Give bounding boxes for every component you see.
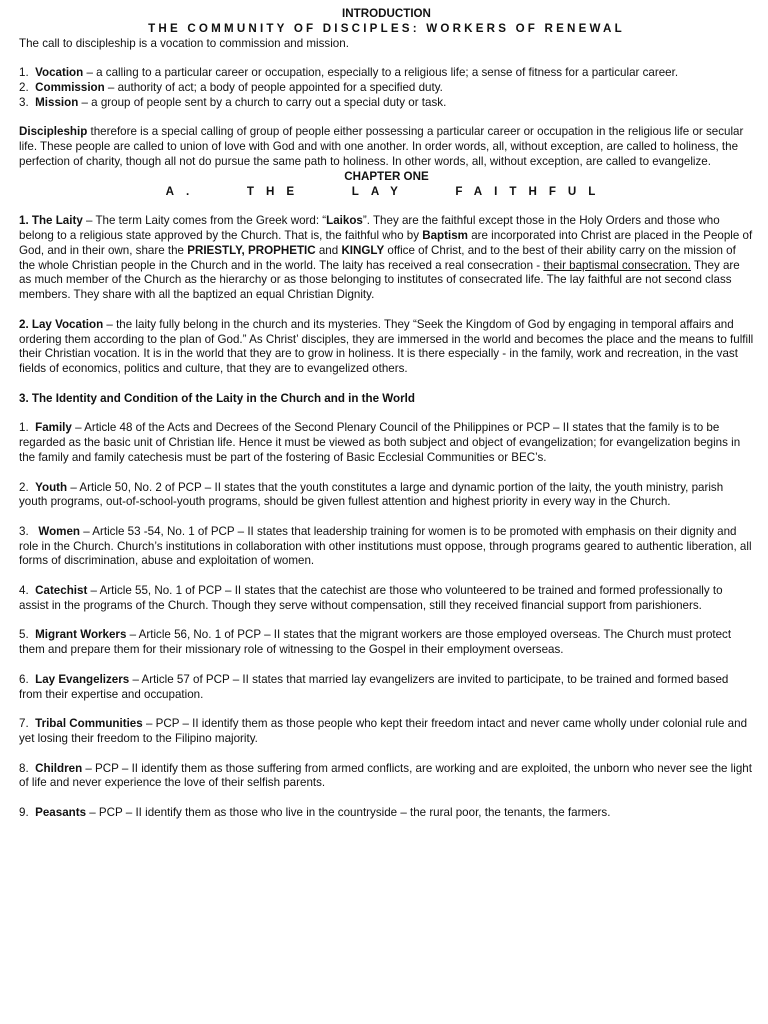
definition-vocation: 1. Vocation – a calling to a particular career or occupation, especially to a religious life; a sense of fitness for a particular career. — [19, 66, 679, 80]
chapter-title: CHAPTER ONE — [344, 169, 429, 183]
group-children: 8. Children – PCP – II identify them as those suffering from armed conflicts, are working and are exploited, the unborn who never see the light of life and never experience the love of their selfish parents. — [19, 761, 752, 790]
group-migrant-workers: 5. Migrant Workers – Article 56, No. 1 of PCP – II states that the migrant workers are those employed overseas. The Church must protect them and prepare them for their missionary role of witnessing to the Gospel in their employment overseas. — [19, 628, 732, 657]
laity-label: 1. The Laity — [19, 214, 83, 228]
lay-vocation-paragraph: 2. Lay Vocation – the laity fully belong in the church and its mysteries. They “Seek the Kingdom of God by engaging in temporal affairs and ordering them according to the plan of God.” As Christ’ disciples, they are immersed in the world and becomes the place and the means to fulfill their Christian vocation. It is in the world that they are to grow in holiness. It is there especially - in the family, work and recreation, in the vast fields of economics, politics and culture, that they are to evangelized others. — [19, 317, 754, 376]
term-mission: Mission — [35, 95, 79, 109]
term-discipleship: Discipleship — [19, 125, 88, 139]
definition-mission: 3. Mission – a group of people sent by a church to carry out a special duty or task. — [19, 95, 447, 109]
lay-vocation-label: 2. Lay Vocation — [19, 317, 104, 331]
group-family: 1. Family – Article 48 of the Acts and Decrees of the Second Plenary Council of the Philippines or PCP – II states that the family is to be regarded as the basic unit of Christian life. Hence it must be viewed as both subject and object of evangelization; for evangelization begins in the family and family catechesis must be part of the fostering of Basic Ecclesial Communities or BEC’s. — [19, 421, 741, 464]
term-commission: Commission — [35, 80, 105, 94]
intro-text: The call to discipleship is a vocation to commission and mission. — [19, 36, 349, 50]
group-tribal-communities: 7. Tribal Communities – PCP – II identify them as those people who kept their freedom intact and never came wholly under colonial rule and yet losing their freedom to the Filipino majority. — [19, 717, 748, 746]
identity-heading: 3. The Identity and Condition of the Laity in the Church and in the World — [19, 391, 415, 405]
term-vocation: Vocation — [35, 66, 84, 80]
group-women: 3. Women – Article 53 -54, No. 1 of PCP – II states that leadership training for women is to be promoted with emphasis on their dignity and role in the Church. Church’s institutions in collaboration with other institutions must oppose, through programs geared to authentic liberation, all forms of discrimination, abuse and exploitation of women. — [19, 524, 752, 568]
chapter-subtitle: A. THE LAY FAITHFUL — [165, 184, 608, 198]
group-lay-evangelizers: 6. Lay Evangelizers – Article 57 of PCP – II states that married lay evangelizers are invited to participate, to be trained and formed based from their expertise and occupation. — [19, 672, 729, 701]
page-heading: INTRODUCTION — [342, 7, 431, 20]
baptismal-consecration-underline: their baptismal consecration. — [543, 258, 691, 272]
laity-paragraph: 1. The Laity – The term Laity comes from the Greek word: “Laikos”. They are the faithful except those in the Holy Orders and those who belong to a religious state approved by the Church. That is, the faithful who by Baptism are incorporated into Christ are placed in the People of God, and in their own, share the PRIESTLY, PROPHETIC and KINGLY office of Christ, and to the best of their ability carry on the mission of the whole Christian people in the Church and in the world. The laity has received a real consecration - their baptismal consecration. They are as much member of the Church as the hierarchy or as those belonging to institutes of consecrated life. The lay faithful are not second class members. They share with all the baptized an equal Christian Dignity. — [19, 214, 753, 302]
discipleship-paragraph: Discipleship therefore is a special calling of group of people either possessing a particular career or occupation in the religious life or secular life. These people are called to union of love with God and with one another. In order words, all, without exception, are called to holiness, the perfection of charity, though all not do pursue the same path to holiness. In other words, all, without exception, are called to evangelize. — [19, 125, 744, 168]
group-youth: 2. Youth – Article 50, No. 2 of PCP – II states that the youth constitutes a large and dynamic portion of the laity, the youth ministry, parish youth programs, out-of-school-youth programs, should be given fullest attention and highest priority in every way in the Church. — [19, 480, 724, 509]
definition-commission: 2. Commission – authority of act; a body of people appointed for a specified duty. — [19, 80, 443, 94]
group-peasants: 9. Peasants – PCP – II identify them as those who live in the countryside – the rural poor, the tenants, the farmers. — [19, 806, 611, 820]
page-subheading: THE COMMUNITY OF DISCIPLES: WORKERS OF RENEWAL — [148, 21, 625, 35]
group-catechist: 4. Catechist – Article 55, No. 1 of PCP – II states that the catechist are those who volunteered to be trained and formed professionally to assist in the programs of the Church. Though they serve without compensation, still they received financial support from parishioners. — [19, 584, 723, 612]
